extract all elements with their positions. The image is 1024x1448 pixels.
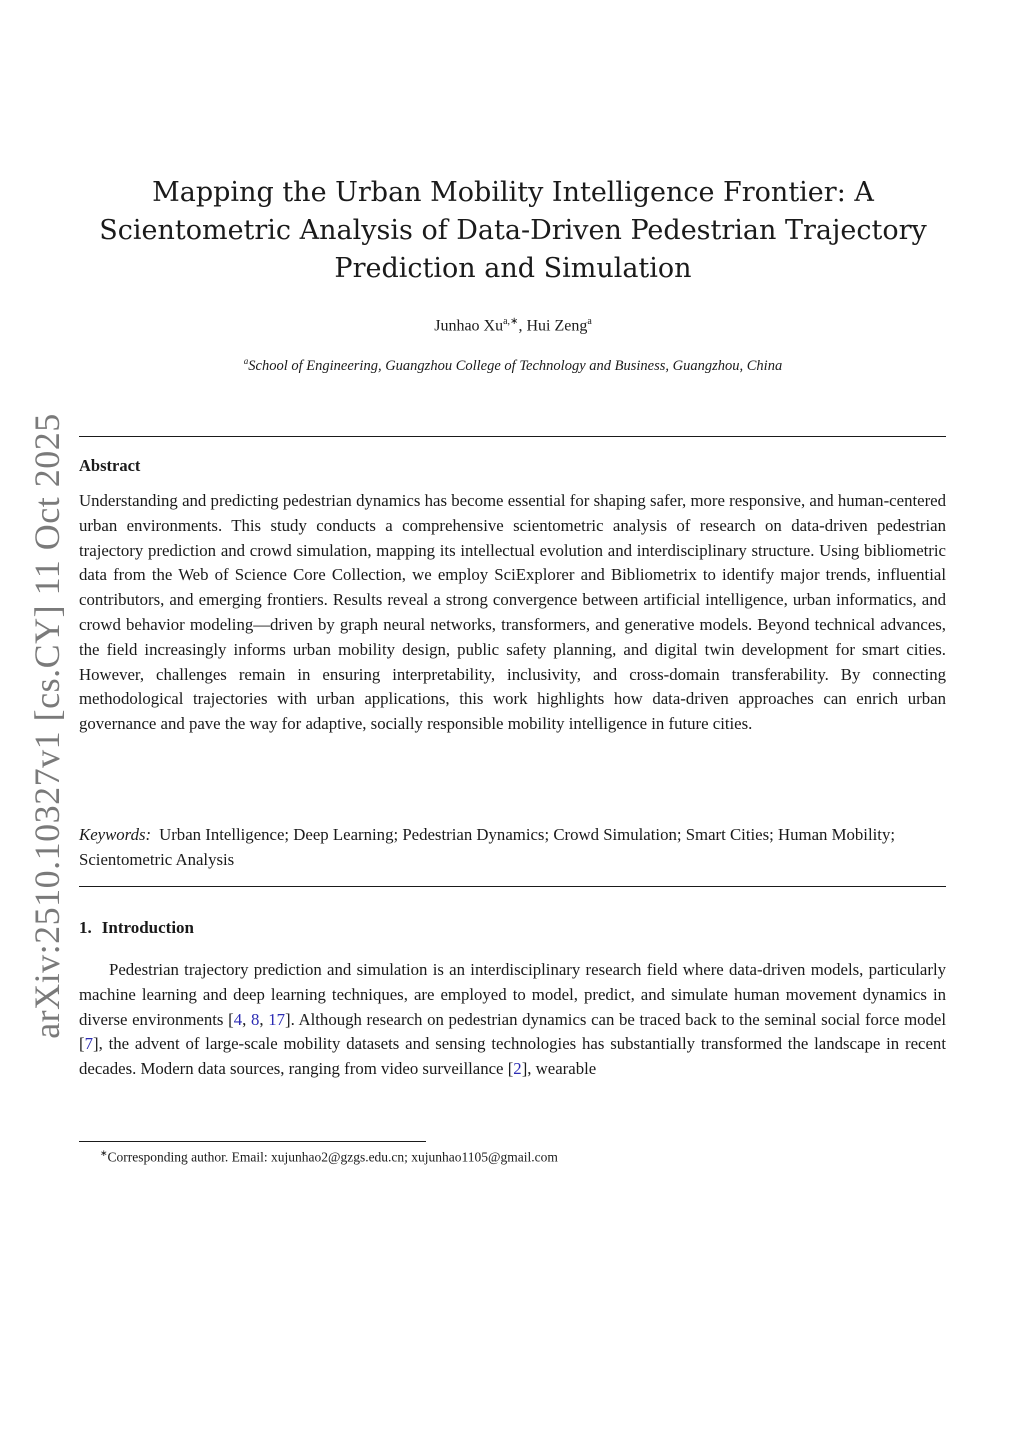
intro-text: ]. Although research on pedestrian dynamics can be traced back to the seminal social force model [ bbox=[79, 1009, 947, 1054]
footnote-mark: ∗ bbox=[100, 1148, 108, 1158]
intro-text: Pedestrian trajectory prediction and simulation is an interdisciplinary research field where data-driven models, particularly machine learning and deep learning techniques, are employed to model, predict, and simulate human movement dynamics in diverse environments [ bbox=[79, 960, 946, 1029]
paper-title: Mapping the Urban Mobility Intelligence Frontier: A Scientometric Analysis of Data-Driven Pedestrian Trajectory Prediction and Simulation bbox=[99, 177, 927, 284]
intro-text: ], the advent of large-scale mobility datasets and sensing technologies has substantially transformed the landscape in recent decades. Modern data sources, ranging from video surveillance [ bbox=[79, 1034, 946, 1079]
affiliation-mark: a bbox=[243, 356, 249, 366]
affiliation-text: School of Engineering, Guangzhou College of Technology and Business, Guangzhou, China bbox=[248, 357, 783, 374]
citation-link[interactable]: 7 bbox=[84, 1034, 93, 1054]
section-title: Introduction bbox=[101, 918, 195, 937]
keywords-label: Keywords: bbox=[79, 825, 152, 844]
intro-text: , bbox=[259, 1009, 269, 1029]
abstract-heading: Abstract bbox=[79, 456, 141, 475]
keywords-text: Urban Intelligence; Deep Learning; Pedestrian Dynamics; Crowd Simulation; Smart Cities; Human Mobility; Scientometric Analysis bbox=[79, 825, 896, 869]
intro-text: , bbox=[242, 1009, 251, 1029]
affiliation bbox=[80, 356, 946, 375]
arxiv-stamp-text: arXiv:2510.10327v1 [cs.CY] 11 Oct 2025 bbox=[27, 413, 67, 1039]
author-separator: , bbox=[518, 317, 527, 335]
intro-text: ], wearable bbox=[521, 1059, 597, 1079]
footnote bbox=[100, 1148, 940, 1166]
keywords bbox=[79, 823, 946, 873]
author-affiliation-mark: a,∗ bbox=[503, 316, 519, 327]
author-affiliation-mark: a bbox=[587, 316, 592, 327]
section-heading bbox=[79, 918, 194, 938]
intro-paragraph bbox=[79, 958, 946, 1082]
abstract-bottom-rule bbox=[79, 886, 946, 887]
author-name: Junhao Xu bbox=[434, 317, 504, 335]
citation-link[interactable]: 4 bbox=[233, 1009, 243, 1029]
footnote-rule bbox=[79, 1141, 426, 1142]
section-number: 1. bbox=[79, 918, 92, 937]
citation-link[interactable]: 17 bbox=[268, 1009, 285, 1029]
footnote-text: Corresponding author. Email: xujunhao2@gzgs.edu.cn; xujunhao1105@gmail.com bbox=[107, 1149, 558, 1165]
abstract-top-rule bbox=[79, 436, 946, 437]
arxiv-stamp bbox=[24, 413, 70, 1039]
citation-link[interactable]: 8 bbox=[250, 1009, 260, 1029]
abstract-text: Understanding and predicting pedestrian dynamics has become essential for shaping safer, more responsive, and human-centered urban environments. This study conducts a comprehensive scientometric analysis of research on data-driven pedestrian trajectory prediction and crowd simulation, mapping its intellectual evolution and interdisciplinary structure. Using bibliometric data from the Web of Science Core Collection, we employ SciExplorer and Bibliometrix to identify major trends, influential contributors, and emerging frontiers. Results reveal a strong convergence between artificial intelligence, urban informatics, and crowd behavior modeling—driven by graph neural networks, transformers, and generative models. Beyond technical advances, the field increasingly informs urban mobility design, public safety planning, and digital twin development for smart cities. However, challenges remain in ensuring interpretability, inclusivity, and cross-domain transferability. By connecting methodological trajectories with urban applications, this work highlights how data-driven approaches can enrich urban governance and pave the way for adaptive, socially responsible mobility intelligence in future cities. bbox=[79, 491, 946, 734]
citation-link[interactable]: 2 bbox=[513, 1059, 522, 1079]
author-name: Hui Zeng bbox=[526, 317, 588, 335]
author-list bbox=[80, 316, 946, 335]
